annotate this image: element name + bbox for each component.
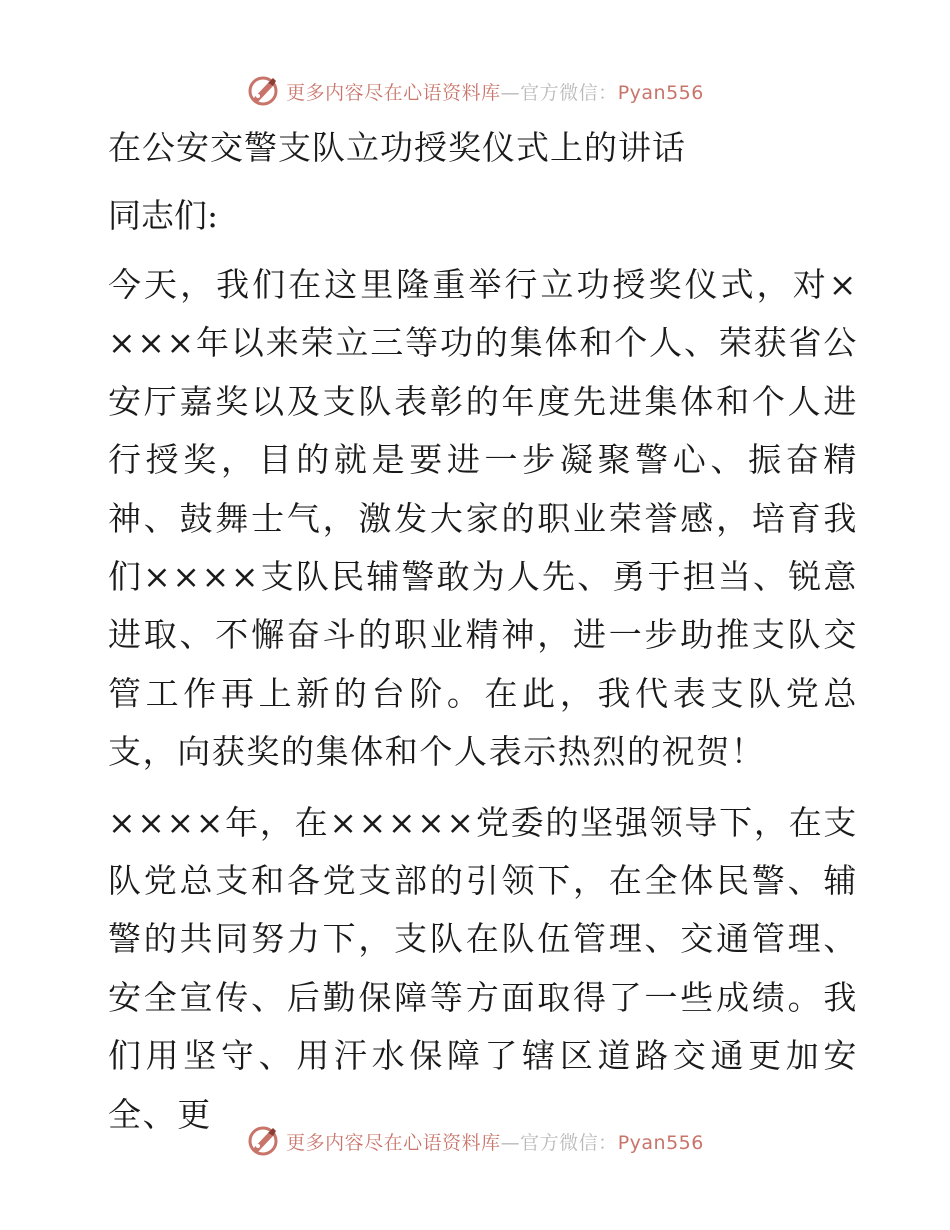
pen-logo-icon [246, 1124, 280, 1158]
watermark-id: Pyan556 [617, 81, 704, 104]
watermark-text [286, 78, 704, 105]
document-title: 在公安交警支队立功授奖仪式上的讲话 [108, 128, 686, 167]
watermark-text [286, 1128, 704, 1155]
watermark-main: 更多内容尽在心语资料库 [286, 1131, 501, 1154]
watermark-footer [0, 1121, 950, 1161]
watermark-id: Pyan556 [617, 1131, 704, 1154]
watermark-wechat: 官方微信： [520, 81, 618, 104]
pen-logo-icon [246, 74, 280, 108]
watermark-wechat: 官方微信： [520, 1131, 618, 1154]
watermark-main: 更多内容尽在心语资料库 [286, 81, 501, 104]
watermark-dash: — [500, 81, 521, 104]
watermark-dash: — [500, 1131, 521, 1154]
watermark-header [0, 71, 950, 111]
greeting: 同志们: [108, 196, 219, 235]
paragraph-2: ××××年，在×××××党委的坚强领导下，在支队党总支和各党支部的引领下，在全体民警、辅警的共同努力下，支队在队伍管理、交通管理、安全宣传、后勤保障等方面取得了一些成绩。我们用坚守、用汗水保障了辖区道路交通更加安全、更 [108, 802, 858, 1134]
document-body [98, 120, 858, 1144]
paragraph-1: 今天，我们在这里隆重举行立功授奖仪式，对××××年以来荣立三等功的集体和个人、荣获省公安厅嘉奖以及支队表彰的年度先进集体和个人进行授奖，目的就是要进一步凝聚警心、振奋精神、鼓舞士气，激发大家的职业荣誉感，培育我们××××支队民辅警敢为人先、勇于担当、锐意进取、不懈奋斗的职业精神，进一步助推支队交管工作再上新的台阶。在此，我代表支队党总支，向获奖的集体和个人表示热烈的祝贺！ [108, 265, 858, 772]
